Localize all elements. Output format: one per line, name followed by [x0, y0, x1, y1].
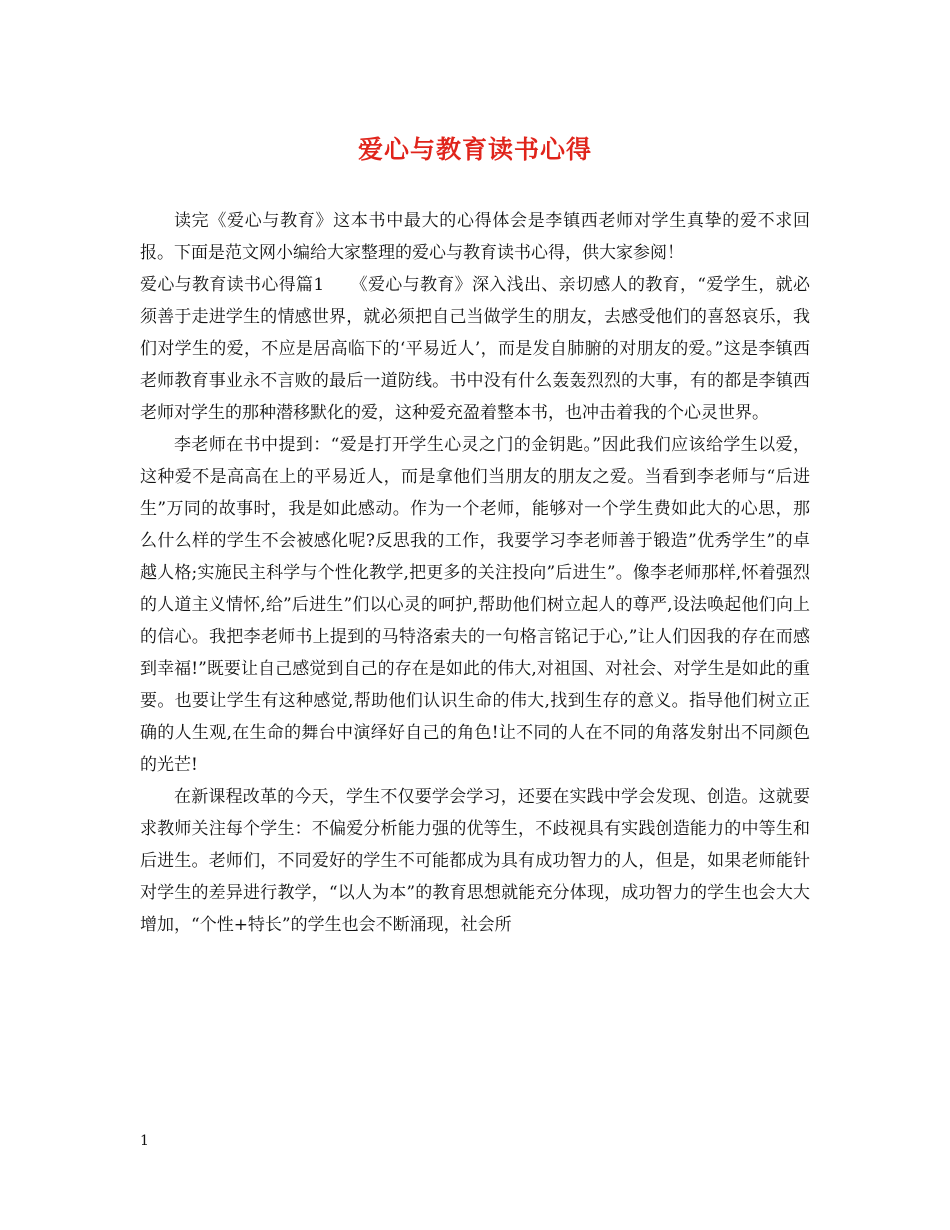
paragraph-love-key: 李老师在书中提到：“爱是打开学生心灵之门的金钥匙。”因此我们应该给学生以爱，这种爱不是高高在上的平易近人，而是拿他们当朋友的朋友之爱。当看到李老师与“后进生”万同的故事时，我是如此感动。作为一个老师，能够对一个学生费如此大的心思，那么什么样的学生不会被感化呢?反思我的工作，我要学习李老师善于锻造”优秀学生”的卓越人格;实施民主科学与个性化教学,把更多的关注投向”后进生”。像李老师那样,怀着强烈的人道主义情怀,给”后进生”们以心灵的呵护,帮助他们树立起人的尊严,设法唤起他们向上的信心。我把李老师书上提到的马特洛索夫的一句格言铭记于心,”让人们因我的存在而感到幸福!”既要让自己感觉到自己的存在是如此的伟大,对祖国、对社会、对学生是如此的重要。也要让学生有这种感觉,帮助他们认识生命的伟大,找到生存的意义。指导他们树立正确的人生观,在生命的舞台中演绎好自己的角色!让不同的人在不同的角落发射出不同颜色的光芒!	[140, 435, 810, 775]
page-number: 1	[140, 1133, 149, 1149]
paragraph-intro: 读完《爱心与教育》这本书中最大的心得体会是李镇西老师对学生真挚的爱不求回报。下面是范文网小编给大家整理的爱心与教育读书心得，供大家参阅！	[140, 211, 810, 263]
document-body	[140, 205, 810, 941]
paragraph-curriculum-reform: 在新课程改革的今天，学生不仅要学会学习，还要在实践中学会发现、创造。这就要求教师关注每个学生：不偏爱分析能力强的优等生，不歧视具有实践创造能力的中等生和后进生。老师们，不同爱好的学生不可能都成为具有成功智力的人，但是，如果老师能针对学生的差异进行教学，“以人为本”的教育思想就能充分体现，成功智力的学生也会大大增加，“个性+特长”的学生也会不断涌现，社会所	[140, 787, 810, 935]
document-title: 爱心与教育读书心得	[357, 135, 592, 164]
paragraph-chapter-1: 爱心与教育读书心得篇1 《爱心与教育》深入浅出、亲切感人的教育，“爱学生，就必须善于走进学生的情感世界，就必须把自己当做学生的朋友，去感受他们的喜怒哀乐，我们对学生的爱，不应是居高临下的‘平易近人’，而是发自肺腑的对朋友的爱。”这是李镇西老师教育事业永不言败的最后一道防线。书中没有什么轰轰烈烈的大事，有的都是李镇西老师对学生的那种潜移默化的爱，这种爱充盈着整本书，也冲击着我的个心灵世界。	[140, 275, 810, 423]
